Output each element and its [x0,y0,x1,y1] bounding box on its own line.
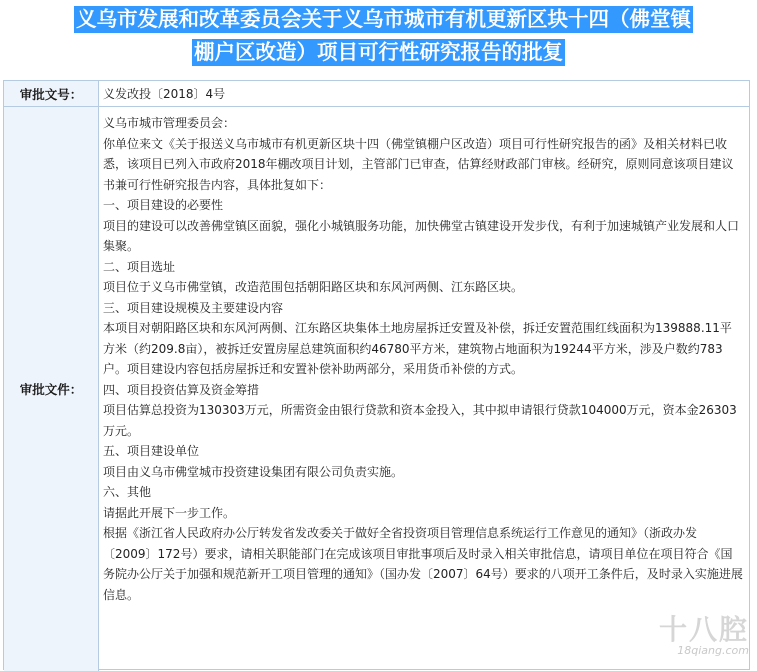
section-body-1: 项目的建设可以改善佛堂镇区面貌，强化小城镇服务功能，加快佛堂古镇建设开发步伐，有利于加速城镇产业发展和人口集聚。 [103,218,740,253]
section-heading-2: 二、项目选址 [103,259,176,274]
section-body-6a: 请据此开展下一步工作。 [103,505,236,520]
approval-table [3,80,750,670]
approval-number-value: 义发改投〔2018〕4号 [103,87,226,101]
title-line-2: 棚户区改造）项目可行性研究报告的批复 [194,40,563,64]
section-heading-6: 六、其他 [103,485,152,499]
approval-number-row [4,81,749,107]
section-heading-3: 三、项目建设规模及主要建设内容 [103,300,284,315]
section-heading-4: 四、项目投资估算及资金筹措 [103,382,260,397]
site-watermark [659,615,749,657]
intro-paragraph: 你单位来文《关于报送义乌市城市有机更新区块十四（佛堂镇棚户区改造）项目可行性研究报告的函》及相关材料已收悉，该项目已列入市政府2018年棚改项目计划，主管部门已审查，估算经财政部门审核。经研究，原则同意该项目建议书兼可行性研究报告内容，具体批复如下： [103,136,734,192]
salutation: 义乌市城市管理委员会： [103,116,236,130]
approval-document-label: 审批文件： [4,107,99,671]
approval-document-row [4,107,749,671]
document-body [103,107,743,605]
approval-number-label: 审批文号： [4,81,99,106]
section-body-6b: 根据《浙江省人民政府办公厅转发省发改委关于做好全省投资项目管理信息系统运行工作意见的通知》（浙政办发〔2009〕172号）要求，请相关职能部门在完成该项目审批事项后及时录入相关审批信息，请项目单位在项目符合《国务院办公厅关于加强和规范新开工项目管理的通知》（国办发〔2007〕64号）要求的八项开工条件后，及时录入实施进展信息。 [103,526,743,602]
approval-document-content [99,107,749,671]
document-title [0,6,757,72]
title-line-1: 义乌市发展和改革委员会关于义乌市城市有机更新区块十四（佛堂镇 [76,7,691,31]
watermark-logo: 十八腔 [658,613,749,646]
section-heading-1: 一、项目建设的必要性 [103,198,224,212]
section-heading-5: 五、项目建设单位 [103,444,200,458]
section-body-4: 项目估算总投资为130303万元，所需资金由银行贷款和资本金投入，其中拟申请银行贷款104000万元，资本金26303万元。 [103,403,737,438]
section-body-5: 项目由义乌市佛堂城市投资建设集团有限公司负责实施。 [103,464,404,479]
section-body-2: 项目位于义乌市佛堂镇，改造范围包括朝阳路区块和东风河两侧、江东路区块。 [103,280,524,294]
watermark-url: 18qiang.com [677,644,749,657]
section-body-3: 本项目对朝阳路区块和东风河两侧、江东路区块集体土地房屋拆迁安置及补偿，拆迁安置范围红线面积为139888.11平方米（约209.8亩），被拆迁安置房屋总建筑面积约46780平方米，建筑物占地面积为19244平方米，涉及户数约783户。项目建设内容包括房屋拆迁和安置补偿补助两部分，采用货币补偿的方式。 [103,321,732,376]
